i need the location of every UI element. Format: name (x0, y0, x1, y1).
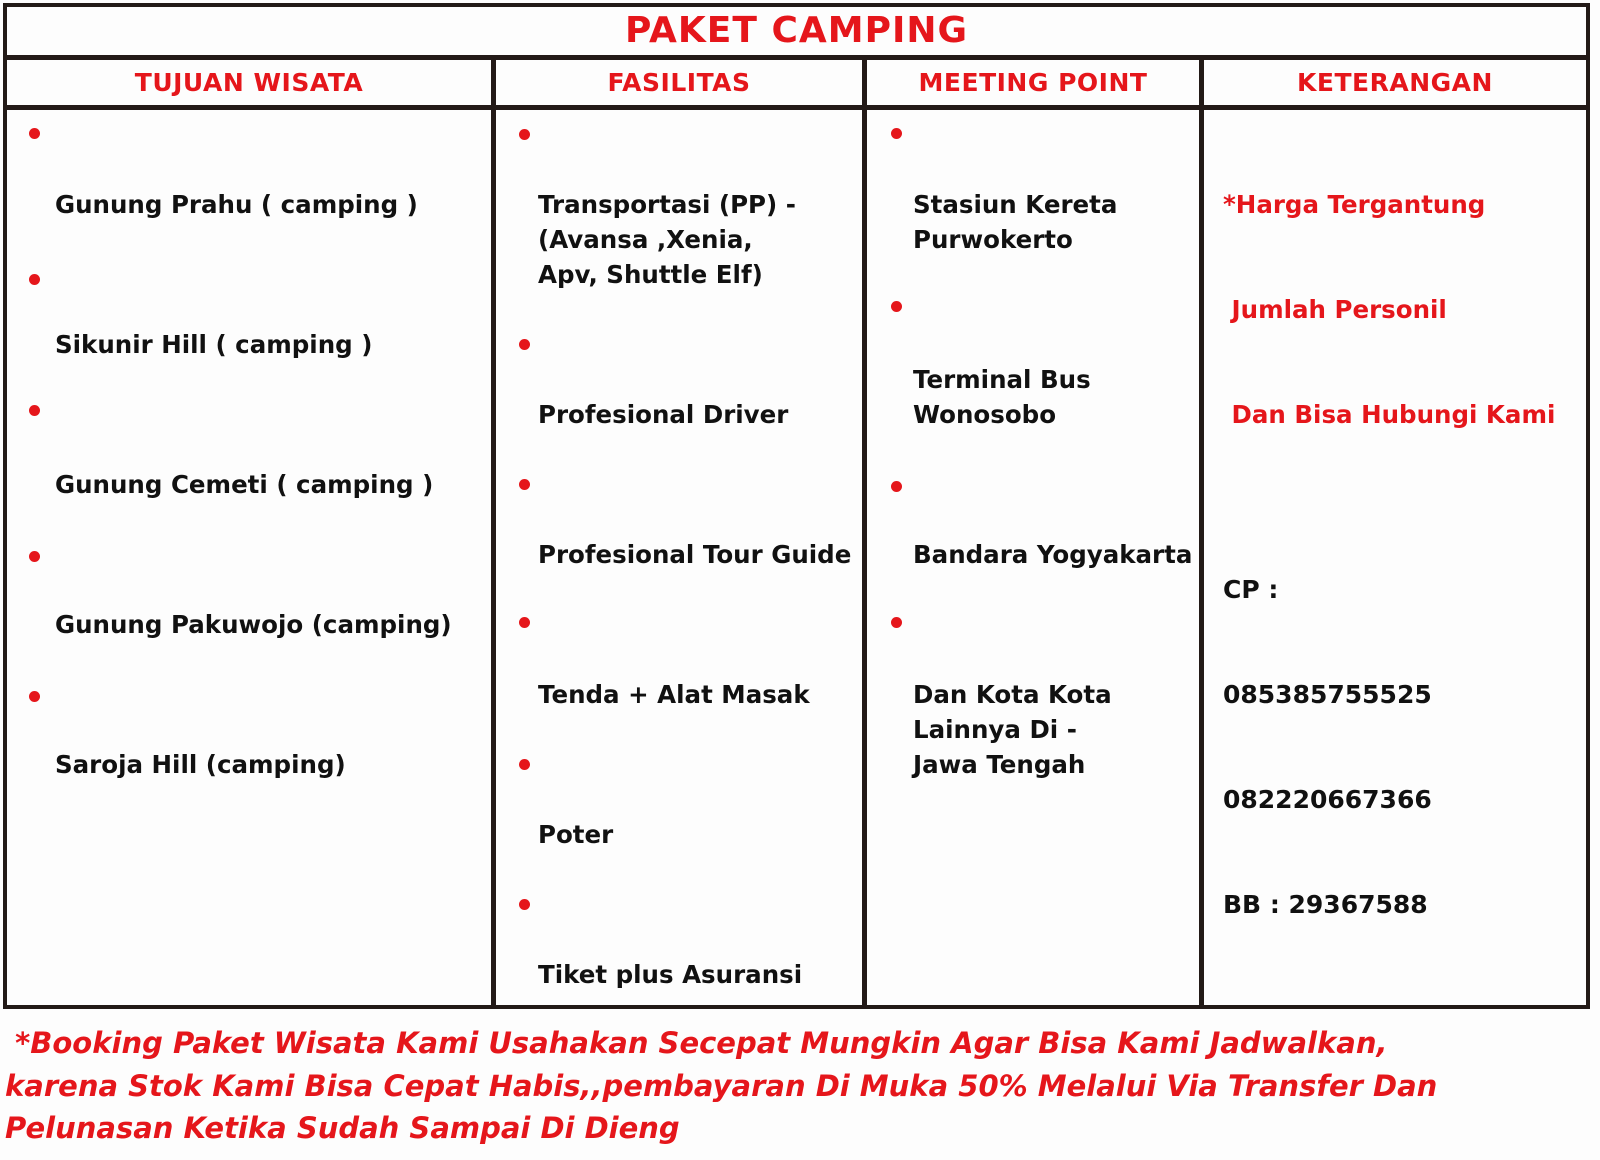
facility-text: Tenda + Alat Masak (538, 680, 810, 709)
column-divider (862, 60, 867, 1005)
bullet-icon (29, 128, 40, 139)
list-item (55, 537, 485, 642)
note-line: Jumlah Personil (1223, 295, 1447, 324)
list-item (55, 117, 485, 222)
facility-text: Profesional Tour Guide (538, 540, 852, 569)
destination-text: Gunung Cemeti ( camping ) (55, 470, 434, 499)
bullet-icon (891, 617, 902, 628)
header-keterangan: KETERANGAN (1297, 68, 1493, 97)
phone-number: 082220667366 (1223, 785, 1432, 814)
list-item (538, 607, 860, 712)
column-divider (491, 60, 496, 1005)
bullet-icon (29, 691, 40, 702)
fasilitas-column (538, 117, 860, 992)
meeting-point-text: Dan Kota Kota Lainnya Di - Jawa Tengah (913, 680, 1112, 779)
list-item (913, 607, 1203, 782)
list-item (55, 257, 485, 362)
meeting-point-text: Terminal Bus Wonosobo (913, 365, 1091, 429)
list-item (913, 292, 1203, 432)
list-item (538, 117, 860, 292)
header-tujuan-wisata: TUJUAN WISATA (134, 68, 364, 97)
bullet-icon (519, 339, 530, 350)
list-item (538, 747, 860, 852)
package-table (3, 3, 1590, 1009)
list-item (55, 397, 485, 502)
contact-info (1223, 502, 1587, 992)
bullet-icon (891, 481, 902, 492)
list-item (538, 887, 860, 992)
title-row (7, 7, 1586, 60)
facility-text: Profesional Driver (538, 400, 789, 429)
bullet-icon (519, 759, 530, 770)
destination-text: Gunung Prahu ( camping ) (55, 190, 418, 219)
contact-label: CP : (1223, 575, 1279, 604)
bullet-icon (29, 405, 40, 416)
facility-text: Tiket plus Asuransi (538, 960, 803, 989)
booking-footnote (5, 1022, 1565, 1150)
footnote-line: karena Stok Kami Bisa Cepat Habis,,pembayaran Di Muka 50% Melalui Via Transfer Dan (5, 1068, 1438, 1103)
header-fasilitas: FASILITAS (607, 68, 751, 97)
bullet-icon (891, 128, 902, 139)
list-item (538, 327, 860, 432)
meeting-point-list (913, 117, 1203, 782)
note-line: Dan Bisa Hubungi Kami (1223, 400, 1556, 429)
destination-text: Sikunir Hill ( camping ) (55, 330, 373, 359)
facility-text: Poter (538, 820, 614, 849)
bullet-icon (29, 551, 40, 562)
list-item (538, 467, 860, 572)
note-line: *Harga Tergantung (1223, 190, 1486, 219)
list-item (55, 677, 485, 782)
bullet-icon (891, 301, 902, 312)
bullet-icon (519, 899, 530, 910)
destination-text: Saroja Hill (camping) (55, 750, 346, 779)
phone-number: 085385755525 (1223, 680, 1432, 709)
bullet-icon (519, 617, 530, 628)
list-item (913, 117, 1203, 257)
destination-text: Gunung Pakuwojo (camping) (55, 610, 452, 639)
footnote-line: Pelunasan Ketika Sudah Sampai Di Dieng (5, 1111, 680, 1145)
keterangan-column (1223, 117, 1587, 992)
footnote-line: *Booking Paket Wisata Kami Usahakan Secepat Mungkin Agar Bisa Kami Jadwalkan, (5, 1026, 1388, 1060)
tujuan-wisata-column (55, 117, 485, 782)
bullet-icon (29, 274, 40, 285)
price-note (1223, 117, 1587, 502)
bullet-icon (519, 479, 530, 490)
list-item (913, 467, 1203, 572)
bullet-icon (519, 129, 530, 140)
bb-pin: BB : 29367588 (1223, 890, 1428, 919)
facility-text: Transportasi (PP) - (Avansa ,Xenia, Apv, Shuttle Elf) (538, 190, 796, 289)
meeting-point-text: Stasiun Kereta Purwokerto (913, 190, 1118, 254)
meeting-point-column (913, 117, 1203, 782)
destination-list (55, 117, 485, 782)
meeting-point-text: Bandara Yogyakarta (913, 540, 1193, 569)
page-title: PAKET CAMPING (624, 10, 969, 51)
header-meeting-point: MEETING POINT (918, 68, 1148, 97)
facility-list (538, 117, 860, 992)
